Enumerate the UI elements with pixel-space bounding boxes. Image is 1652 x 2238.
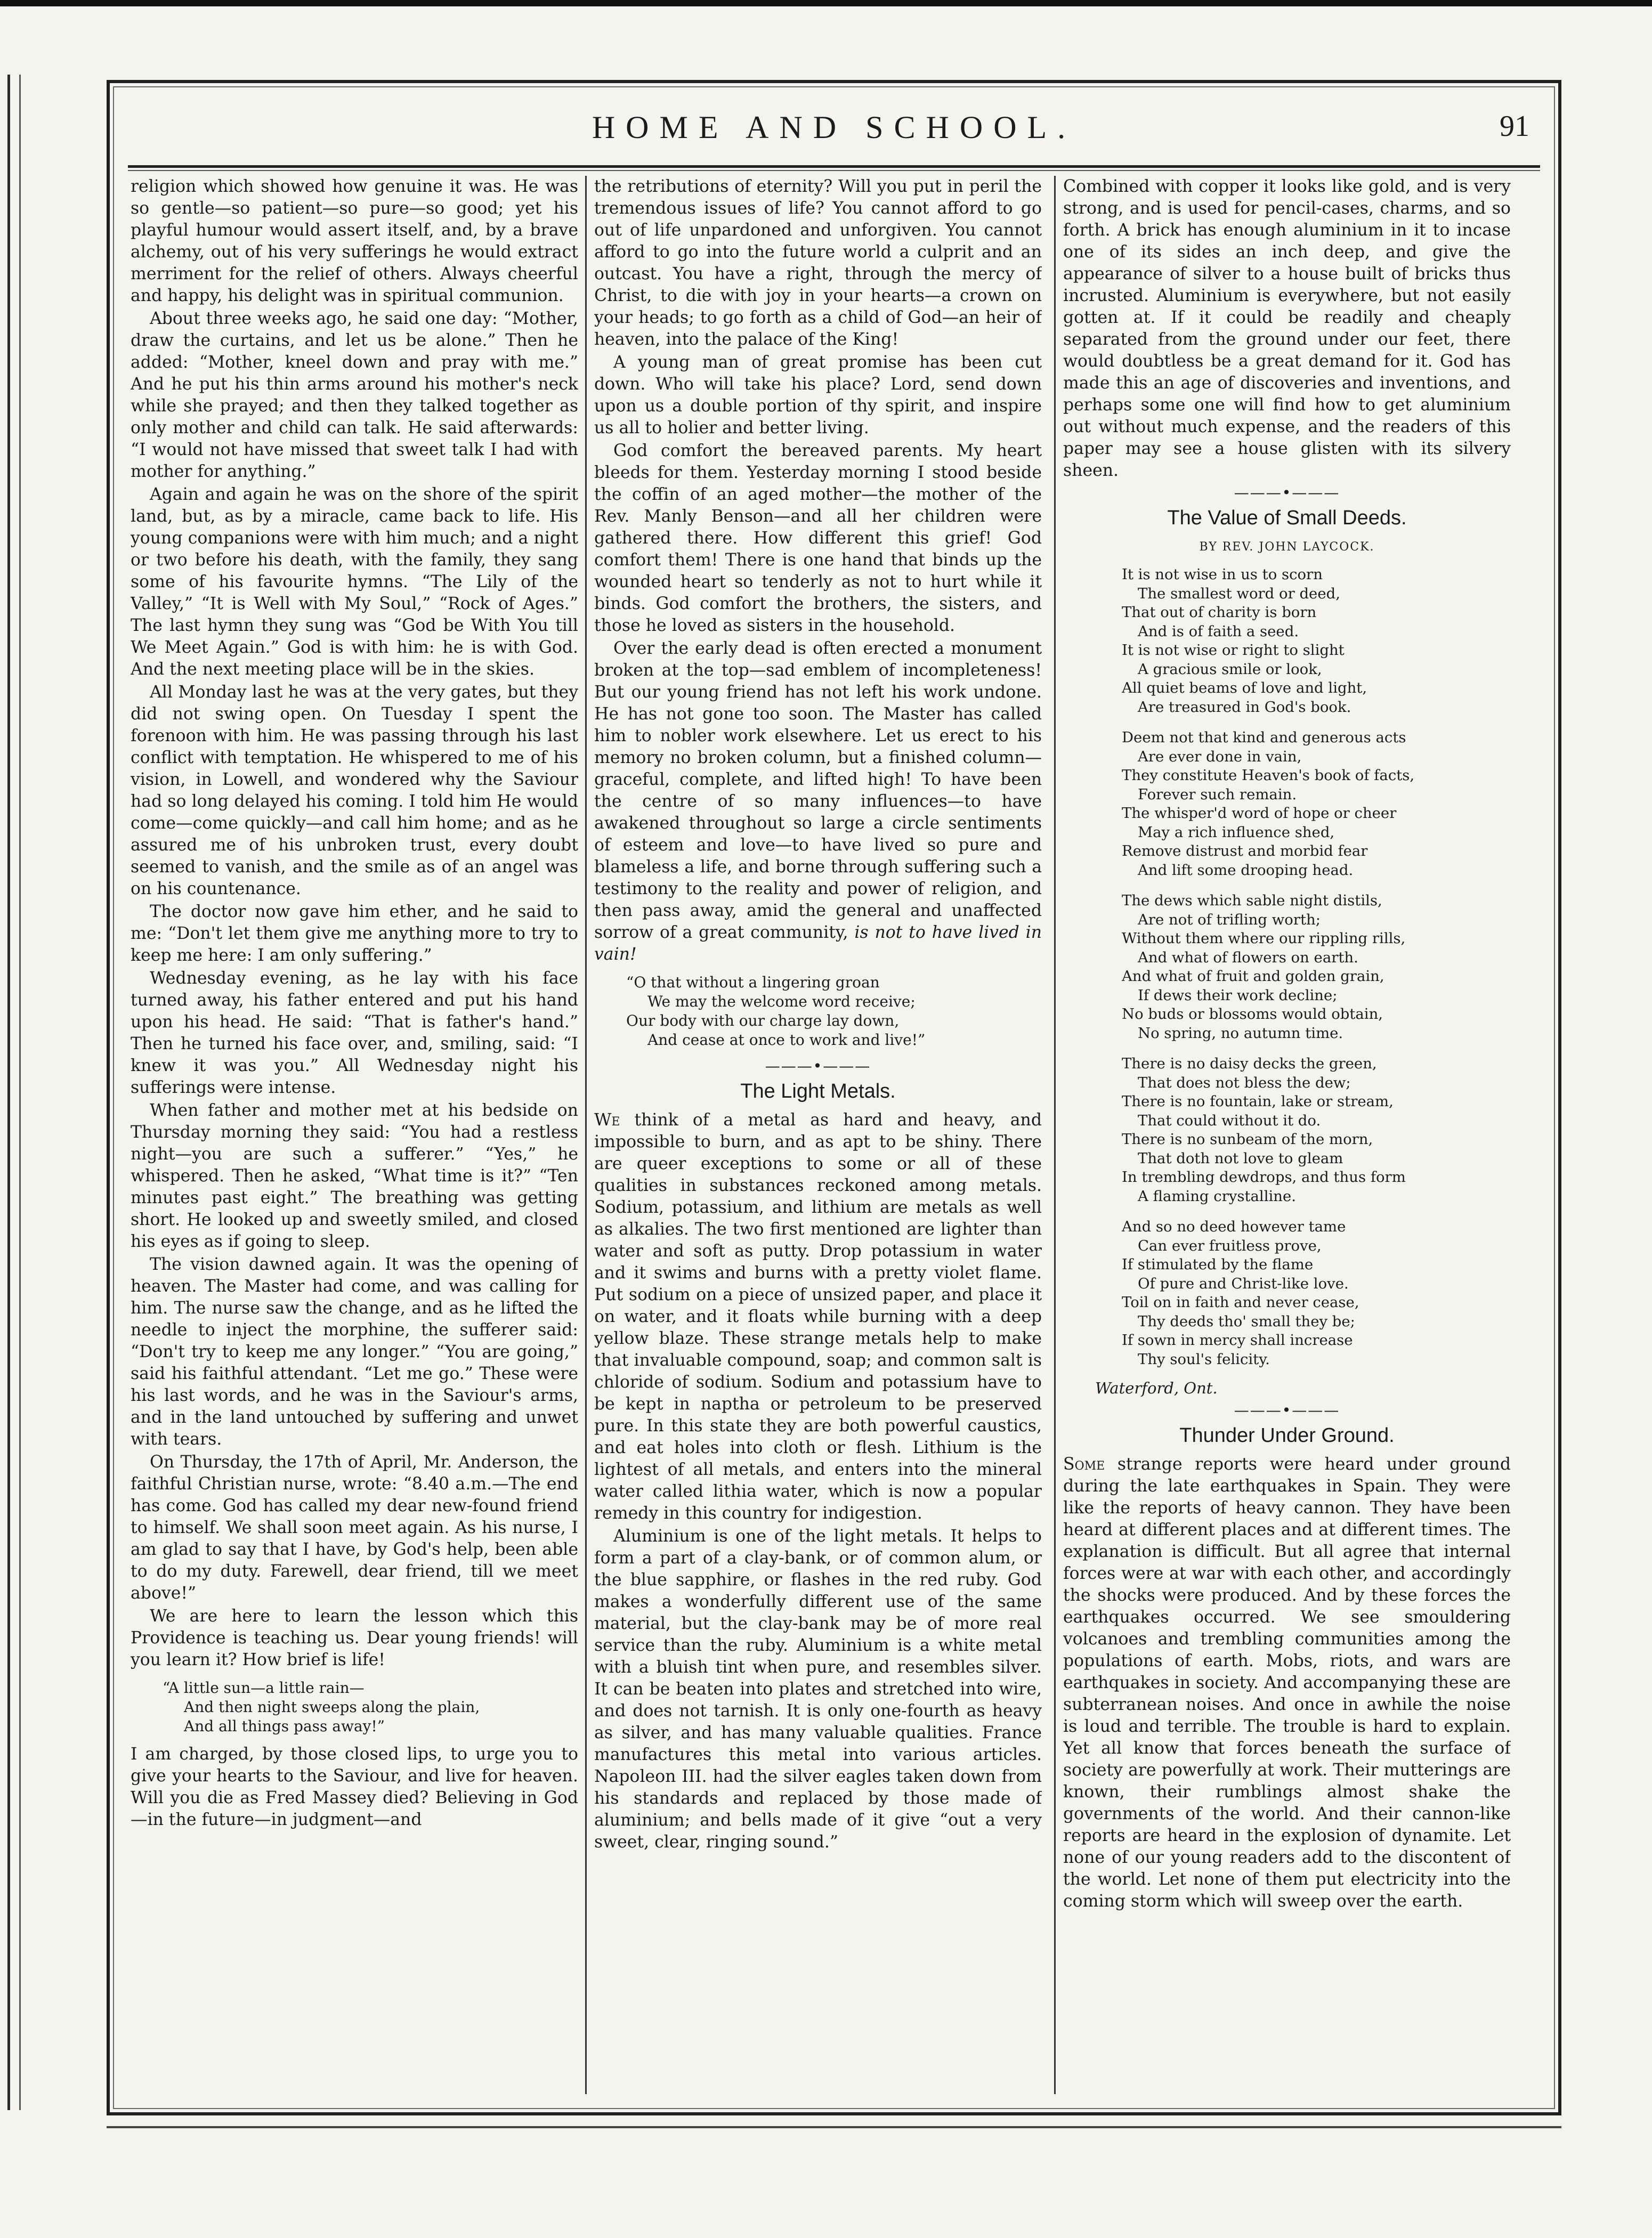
article-paragraph: Aluminium is one of the light metals. It helps to form a part of a clay-bank, or of common alum, or the blue sapphire, or flashes in the red ruby. God makes a wonderfully different use of the same material, but the clay-bank may be of more real service than the ruby. Aluminium is a white metal with a bluish tint when pure, and resembles silver. It can be beaten into plates and stretched into wire, and does not tarnish. It is only one-fourth as heavy as silver, and has many valuable qualities. France manufactures this metal into various articles. Napoleon III. had the silver eagles taken down from his standards and replaced by those made of aluminium; and bells made of it give “out a very sweet, clear, ringing sound.” bbox=[594, 1527, 1042, 1852]
verse-line: And what of fruit and golden grain, bbox=[1122, 968, 1384, 985]
verse-line: “O that without a lingering groan bbox=[626, 974, 880, 991]
verse-line: If stimulated by the flame bbox=[1122, 1256, 1314, 1273]
poem-body bbox=[1063, 565, 1511, 1369]
verse-line: There is no daisy decks the green, bbox=[1122, 1055, 1377, 1072]
poem-signature: Waterford, Ont. bbox=[1095, 1379, 1218, 1397]
article-paragraph: The doctor now gave him ether, and he said to me: “Don't let them give me anything more to try to keep me here: I am only suffering.” bbox=[131, 902, 578, 965]
verse-line: Remove distrust and morbid fear bbox=[1122, 842, 1368, 859]
article-paragraph: The vision dawned again. It was the opening of heaven. The Master had come, and was calling for him. The nurse saw the change, and as he lifted the needle to inject the morphine, the sufferer said: “Don't try to keep me any longer.” “You are going,” said his faithful attendant. “Let me go.” These were his last words, and he was in the Saviour's arms, and in the land untouched by suffering and unwet with tears. bbox=[131, 1255, 578, 1449]
article-paragraph: On Thursday, the 17th of April, Mr. Anderson, the faithful Christian nurse, wrote: “8.40 a.m.—The end has come. God has called my dear new-found friend to himself. We shall soon meet again. As his nurse, I am glad to say that I have, by God's help, been able to do my duty. Farewell, dear friend, till we meet above!” bbox=[131, 1453, 578, 1603]
emphasis-text: is not to have lived in vain! bbox=[594, 923, 1042, 964]
section-ornament: ———•——— bbox=[1234, 484, 1340, 501]
page-number: 91 bbox=[1500, 110, 1529, 143]
article-paragraph: I am charged, by those closed lips, to urge you to give your hearts to the Saviour, and live for heaven. Will you die as Fred Massey died? Believing in God—in the future—in judgment—and bbox=[131, 1745, 578, 1829]
verse-line: Toil on in faith and never cease, bbox=[1122, 1294, 1359, 1311]
verse-line: Of pure and Christ-like love. bbox=[1138, 1275, 1349, 1292]
article-paragraph: religion which showed how genuine it was. He was so gentle—so patient—so pure—so good; yet his playful humour would assert itself, and, by a brave alchemy, out of his very sufferings he would extract merriment for the relief of others. Always cheerful and happy, his delight was in spiritual communion. bbox=[131, 177, 578, 305]
verse-line: Forever such remain. bbox=[1138, 785, 1297, 803]
article-paragraph: When father and mother met at his bedside on Thursday morning they said: “You had a restless night—you are such a sufferer.” “Yes,” he whispered. Then he asked, “What time is it?” “Ten minutes past eight.” The breathing was getting short. He looked up and sweetly smiled, and closed his eyes as if going to sleep. bbox=[131, 1101, 578, 1251]
verse-line: The whisper'd word of hope or cheer bbox=[1122, 805, 1397, 822]
page-top-edge bbox=[0, 0, 1652, 6]
verse-line: In trembling dewdrops, and thus form bbox=[1122, 1169, 1406, 1186]
verse-line: We may the welcome word receive; bbox=[647, 993, 916, 1010]
column-divider-1 bbox=[585, 176, 587, 2094]
verse-line: Thy soul's felicity. bbox=[1138, 1350, 1270, 1368]
drop-word: Some bbox=[1063, 1455, 1105, 1474]
verse-line: Can ever fruitless prove, bbox=[1138, 1237, 1322, 1254]
verse-line: That does not bless the dew; bbox=[1138, 1074, 1351, 1091]
article-heading: Thunder Under Ground. bbox=[1179, 1424, 1395, 1447]
drop-word: We bbox=[594, 1110, 620, 1130]
verse-line: Are ever done in vain, bbox=[1138, 748, 1302, 765]
column-2 bbox=[594, 176, 1042, 2094]
verse-line: It is not wise in us to scorn bbox=[1122, 566, 1323, 583]
verse-line: And all things pass away!” bbox=[184, 1717, 385, 1735]
verse-line: And cease at once to work and live!” bbox=[647, 1031, 926, 1049]
verse-line: That could without it do. bbox=[1138, 1112, 1321, 1129]
article-paragraph bbox=[594, 1109, 1042, 1525]
verse-line: And then night sweeps along the plain, bbox=[184, 1698, 480, 1716]
verse-line: A gracious smile or look, bbox=[1138, 660, 1322, 678]
column-3 bbox=[1063, 176, 1511, 2094]
header-rule bbox=[128, 165, 1540, 168]
verse-line: No spring, no autumn time. bbox=[1138, 1024, 1343, 1042]
quoted-verse bbox=[594, 973, 1042, 1050]
section-ornament: ———•——— bbox=[765, 1057, 871, 1075]
verse-line: They constitute Heaven's book of facts, bbox=[1122, 767, 1415, 784]
verse-line: “A little sun—a little rain— bbox=[163, 1679, 365, 1697]
page-left-edge bbox=[7, 75, 10, 2110]
stanza bbox=[1122, 891, 1511, 1043]
poem-title: The Value of Small Deeds. bbox=[1167, 507, 1407, 529]
page-left-edge-inner bbox=[19, 75, 21, 2110]
verse-line: If sown in mercy shall increase bbox=[1122, 1332, 1353, 1349]
section-ornament: ———•——— bbox=[1234, 1401, 1340, 1419]
verse-line: That out of charity is born bbox=[1122, 604, 1317, 621]
paragraph-text: Over the early dead is often erected a monument broken at the top—sad emblem of incompleteness! But our young friend has not left his work undone. He has not gone too soon. The Master has called him to nobler work elsewhere. Let us erect to his memory no broken column, but a finished column—graceful, complete, and lifted high! To have been the centre of so many influences—to have awakened throughout so large a circle sentiments of esteem and love—to have lived so pure and blameless a life, and borne through suffering such a testimony to the reality and power of religion, and then pass away, amid the general and unaffected sorrow of a great community, bbox=[594, 639, 1042, 942]
paragraph-text: think of a metal as hard and heavy, and impossible to burn, and as apt to be shiny. There are queer exceptions to some or all of these qualities in substances reckoned among metals. Sodium, potassium, and lithium are metals as well as alkalies. The two first mentioned are lighter than water and soft as putty. Drop potassium in water and it swims and burns with a pretty violet flame. Put sodium on a piece of unsized paper, and place it on water, and it floats while burning with a deep yellow blaze. These strange metals help to make that invaluable compound, soap; and common salt is chloride of sodium. Sodium and potassium have to be kept in naptha or petroleum to be preserved pure. In this state they are both powerful caustics, and eat holes into cloth or flesh. Lithium is the lightest of all metals, and enters into the mineral water called lithia water, which is now a popular remedy in this country for indigestion. bbox=[594, 1110, 1042, 1523]
verse-line: May a rich influence shed, bbox=[1138, 823, 1335, 841]
article-paragraph: About three weeks ago, he said one day: “Mother, draw the curtains, and let us be alone.” Then he added: “Mother, kneel down and pray with me.” And he put his thin arms around his mother's neck while she prayed; and then they talked together as only mother and child can talk. He said afterwards: “I would not have missed that sweet talk I had with mother for anything.” bbox=[131, 309, 578, 481]
verse-line: And so no deed however tame bbox=[1122, 1218, 1346, 1235]
verse-line: Are not of trifling worth; bbox=[1138, 911, 1321, 928]
verse-line: It is not wise or right to slight bbox=[1122, 642, 1345, 659]
article-paragraph: Again and again he was on the shore of the spirit land, but, as by a miracle, came back to life. His young companions were with him much; and a night or two before his death, with the family, they sang some of his favourite hymns. “The Lily of the Valley,” “It is Well with My Soul,” “Rock of Ages.” The last hymn they sung was “God be With You till We Meet Again.” God is with him: he is with God. And the next meeting place will be in the skies. bbox=[131, 485, 578, 679]
stanza bbox=[1122, 1218, 1511, 1369]
verse-line: And what of flowers on earth. bbox=[1138, 948, 1358, 966]
article-paragraph bbox=[1063, 1454, 1511, 1912]
article-paragraph: Wednesday evening, as he lay with his face turned away, his father entered and put his hand upon his head. He said: “That is father's hand.” Then he turned his face over, and, smiling, said: “I knew it was you.” All Wednesday night his sufferings were intense. bbox=[131, 969, 578, 1097]
verse-line: No buds or blossoms would obtain, bbox=[1122, 1006, 1383, 1023]
verse-line: Deem not that kind and generous acts bbox=[1122, 729, 1406, 746]
article-paragraph: All Monday last he was at the very gates, but they did not swing open. On Tuesday I spent the forenoon with him. He was passing through his last conflict with temptation. He whispered to me of his vision, in Lowell, and wondered why the Saviour had so long delayed his coming. I told him He would come—come quickly—and call him home; and as he assured me of his unbroken trust, every doubt seemed to vanish, and the smile as of an angel was on his countenance. bbox=[131, 683, 578, 898]
verse-line: All quiet beams of love and light, bbox=[1122, 679, 1367, 696]
article-paragraph: A young man of great promise has been cut down. Who will take his place? Lord, send down upon us a double portion of thy spirit, and inspire us all to holier and better living. bbox=[594, 353, 1042, 437]
verse-line: And is of faith a seed. bbox=[1138, 622, 1299, 640]
article-heading: The Light Metals. bbox=[740, 1080, 896, 1102]
paragraph-text: strange reports were heard under ground during the late earthquakes in Spain. They were like the reports of heavy cannon. They have been heard at different places and at different times. The explanation is difficult. But all agree that internal forces were at war with each other, and accordingly the shocks were produced. And by these forces the earthquakes occurred. We see smouldering volcanoes and trembling communities among the populations of earth. Mobs, riots, and wars are earthquakes in society. And accompanying these are subterranean noises. And once in awhile the noise is loud and terrible. The trouble is hard to explain. Yet all know that forces beneath the surface of society are powerfully at work. Their mutterings are known, their rumblings almost shake the governments of the world. And their cannon-like reports are heard in the explosion of dynamite. Let none of our young readers add to the discontent of the world. Let none of them put electricity into the coming storm which will sweep over the earth. bbox=[1063, 1455, 1511, 1911]
verse-line: Are treasured in God's book. bbox=[1138, 698, 1351, 716]
verse-line: The smallest word or deed, bbox=[1138, 585, 1340, 602]
header-rule-thin bbox=[128, 170, 1540, 171]
article-paragraph: the retributions of eternity? Will you put in peril the tremendous issues of life? You cannot afford to go out of life unpardoned and unforgiven. You cannot afford to go into the future world a culprit and an outcast. You have a right, through the mercy of Christ, to die with joy in your hearts—a crown on your heads; to go forth as a child of God—an heir of heaven, into the palace of the King! bbox=[594, 177, 1042, 349]
verse-line: The dews which sable night distils, bbox=[1122, 892, 1382, 909]
verse-line: And lift some drooping head. bbox=[1138, 861, 1354, 879]
article-paragraph: Combined with copper it looks like gold, and is very strong, and is used for pencil-cases, charms, and so forth. A brick has enough aluminium in it to incase one of its sides an inch deep, and give the appearance of silver to a house built of bricks thus incrusted. Aluminium is everywhere, but not easily gotten at. If it could be readily and cheaply separated from the ground under our feet, there would doubtless be a great demand for it. God has made this an age of discoveries and inventions, and perhaps some one will find how to get aluminium out without much expense, and the readers of this paper may see a house glisten with its silvery sheen. bbox=[1063, 177, 1511, 480]
verse-line: That doth not love to gleam bbox=[1138, 1149, 1343, 1167]
verse-line: If dews their work decline; bbox=[1138, 986, 1338, 1004]
stanza bbox=[1122, 1055, 1511, 1206]
verse-line: A flaming crystalline. bbox=[1138, 1187, 1297, 1205]
stanza bbox=[1122, 565, 1511, 717]
column-1 bbox=[131, 176, 578, 2094]
verse-line: Thy deeds tho' small they be; bbox=[1138, 1312, 1355, 1330]
quoted-verse bbox=[131, 1678, 578, 1736]
verse-line: There is no sunbeam of the morn, bbox=[1122, 1131, 1373, 1148]
page-header bbox=[128, 109, 1540, 157]
article-paragraph: We are here to learn the lesson which this Providence is teaching us. Dear young friends! will you learn it? How brief is life! bbox=[131, 1607, 578, 1669]
column-divider-2 bbox=[1054, 176, 1056, 2094]
verse-line: Our body with our charge lay down, bbox=[626, 1012, 900, 1029]
verse-line: There is no fountain, lake or stream, bbox=[1122, 1093, 1394, 1110]
poem-byline: BY REV. JOHN LAYCOCK. bbox=[1199, 540, 1375, 554]
article-paragraph bbox=[594, 638, 1042, 966]
page-bottom-rule bbox=[107, 2126, 1561, 2128]
article-paragraph: God comfort the bereaved parents. My heart bleeds for them. Yesterday morning I stood beside the coffin of an aged mother—the mother of the Rev. Manly Benson—and all her children were gathered there. How different this grief! God comfort them! There is one hand that binds up the wounded heart so tenderly as not to hurt while it binds. God comfort the brothers, the sisters, and those he loved as sisters in the household. bbox=[594, 441, 1042, 635]
stanza bbox=[1122, 728, 1511, 880]
verse-line: Without them where our rippling rills, bbox=[1122, 930, 1406, 947]
publication-title: HOME AND SCHOOL. bbox=[592, 110, 1076, 145]
